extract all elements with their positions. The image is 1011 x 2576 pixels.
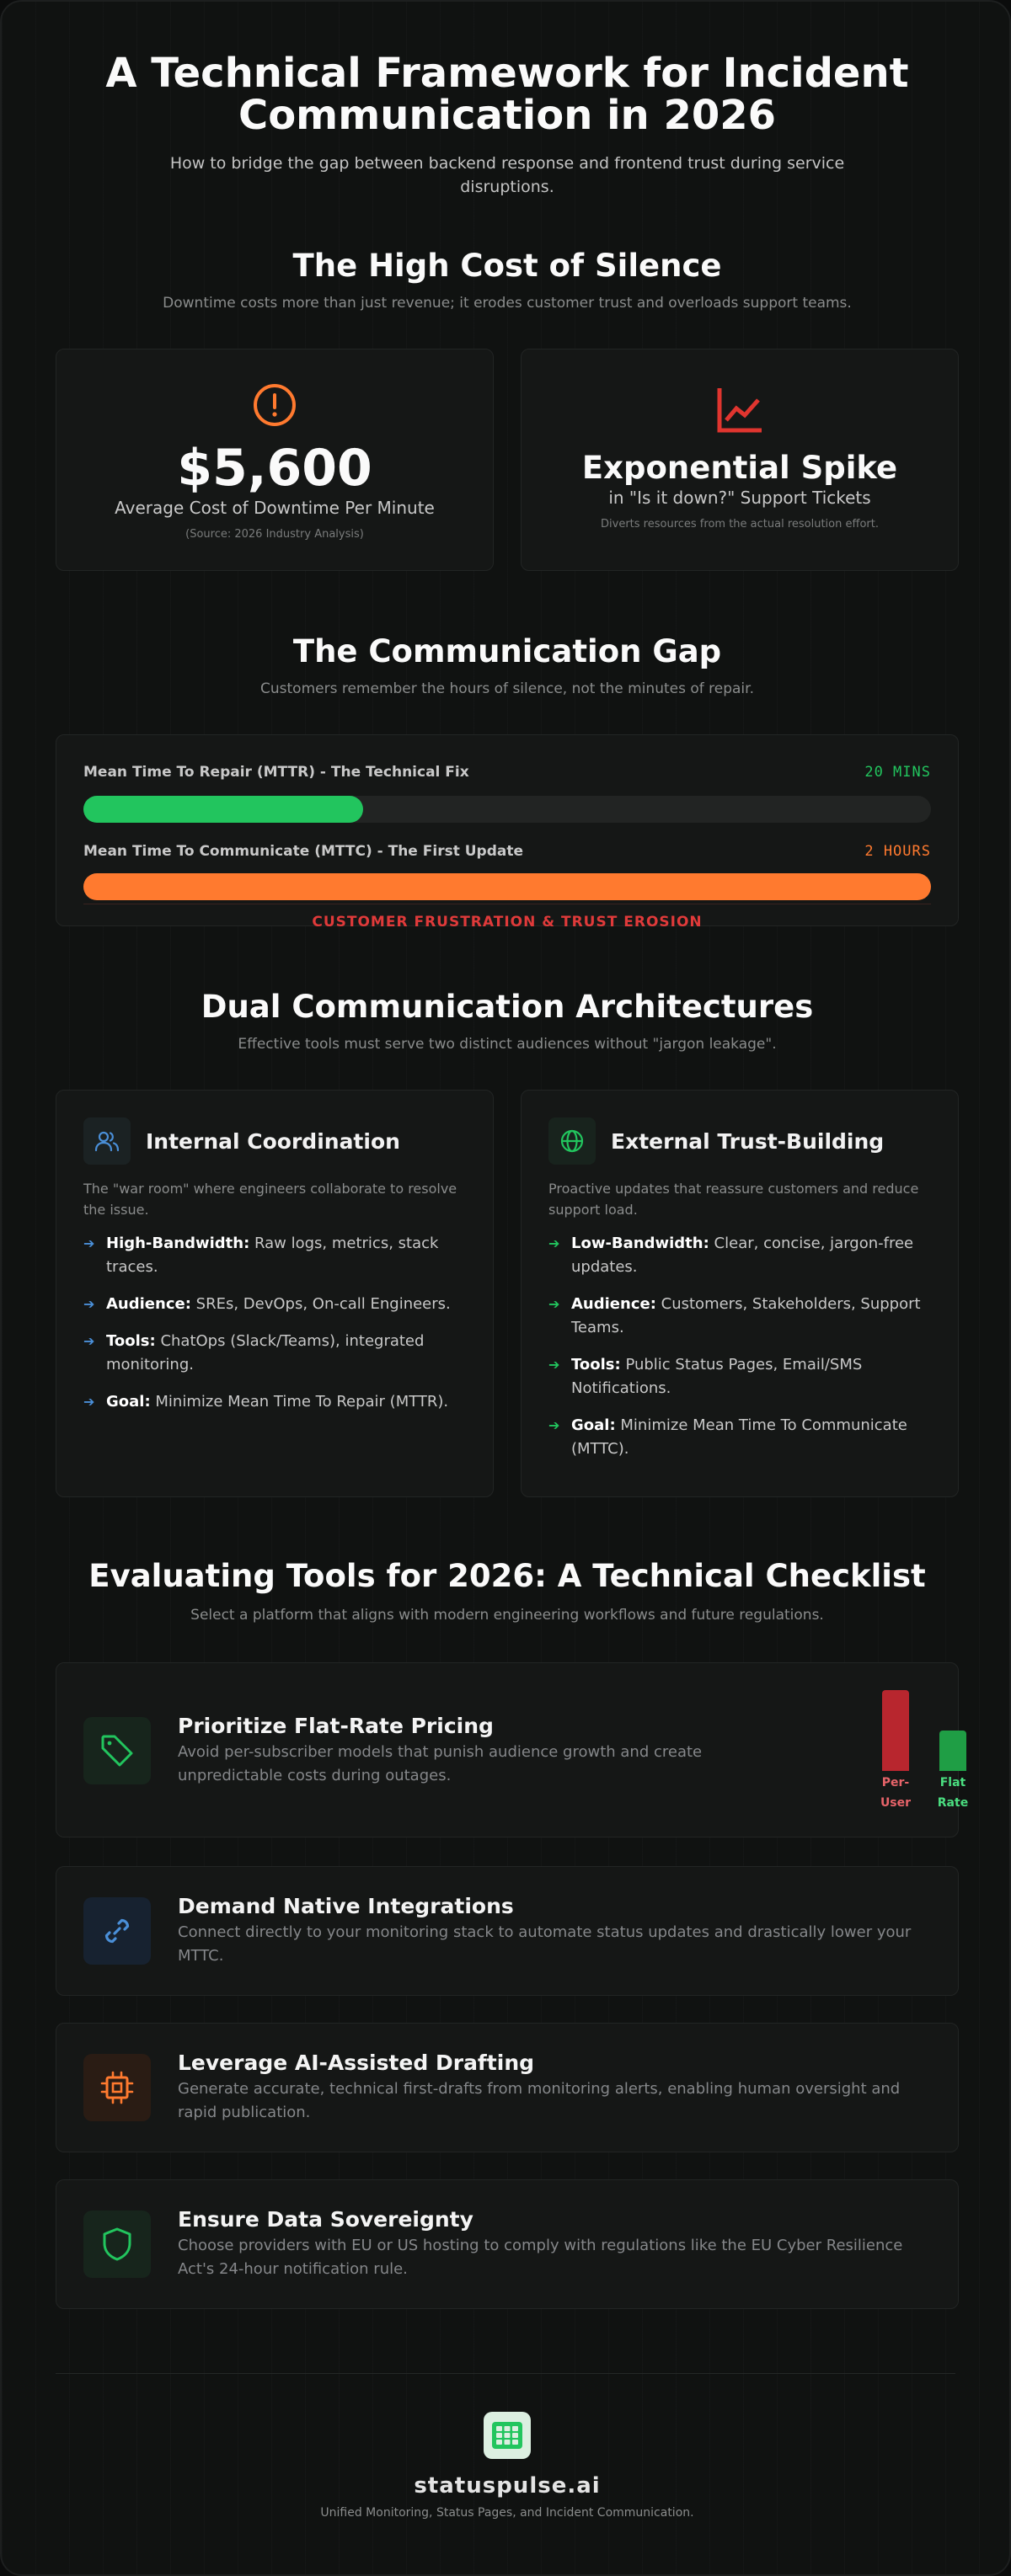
list-item: ➔ Tools: Public Status Pages, Email/SMS Notifications. — [548, 1353, 931, 1400]
mttr-label: Mean Time To Repair (MTTR) - The Technical Fix — [83, 764, 469, 781]
external-trust-title: External Trust-Building — [611, 1128, 885, 1154]
arch-section-title: Dual Communication Architectures — [201, 989, 814, 1025]
cpu-chip-icon — [83, 2054, 151, 2121]
arrow-right-icon: ➔ — [83, 1235, 95, 1251]
support-spike-label: in "Is it down?" Support Tickets — [608, 488, 871, 508]
checklist-item-desc: Avoid per-subscriber models that punish audience growth and create unpredictable costs during outages. — [178, 1743, 703, 1784]
cost-section-title: The High Cost of Silence — [292, 248, 722, 284]
list-item: ➔ Audience: Customers, Stakeholders, Support Teams. — [548, 1293, 931, 1340]
link-icon — [83, 1897, 151, 1965]
mttc-bar-track — [83, 873, 931, 900]
list-item: ➔ Tools: ChatOps (Slack/Teams), integrated monitoring. — [83, 1330, 466, 1377]
mttc-bar-fill — [83, 873, 931, 900]
internal-coordination-desc: The "war room" where engineers collaborate to resolve the issue. — [83, 1181, 457, 1218]
checklist-item-title: Ensure Data Sovereignty — [178, 2207, 473, 2232]
checklist-item-ai-drafting — [56, 2023, 959, 2152]
brand-tagline: Unified Monitoring, Status Pages, and Incident Communication. — [320, 2506, 694, 2520]
list-item: ➔ Low-Bandwidth: Clear, concise, jargon-free updates. — [548, 1232, 931, 1279]
frustration-label: CUSTOMER FRUSTRATION & TRUST EROSION — [312, 914, 703, 931]
checklist-item-title: Demand Native Integrations — [178, 1894, 514, 1918]
per-user-bar — [882, 1690, 909, 1771]
alert-circle-icon — [56, 381, 493, 429]
flat-rate-bar — [939, 1731, 966, 1771]
gap-section-subtitle: Customers remember the hours of silence, not the minutes of repair. — [260, 680, 754, 697]
globe-icon — [548, 1117, 596, 1165]
downtime-cost-source: (Source: 2026 Industry Analysis) — [185, 528, 364, 541]
gap-section-title: The Communication Gap — [292, 633, 722, 669]
checklist-item-desc: Choose providers with EU or US hosting to comply with regulations like the EU Cyber Resilience Act's 24-hour notification rule. — [178, 2237, 903, 2278]
external-trust-card — [521, 1090, 959, 1497]
list-item: ➔ Goal: Minimize Mean Time To Communicate (MTTC). — [548, 1414, 931, 1461]
mttr-bar-track — [83, 796, 931, 823]
shield-icon — [83, 2211, 151, 2278]
checklist-item-title: Leverage AI-Assisted Drafting — [178, 2051, 535, 2075]
downtime-cost-value: $5,600 — [177, 439, 372, 498]
mttc-value: 2 HOURS — [864, 843, 931, 860]
footer-divider — [56, 2373, 955, 2374]
users-icon — [83, 1117, 131, 1165]
mttc-label: Mean Time To Communicate (MTTC) - The First Update — [83, 843, 524, 860]
arrow-right-icon: ➔ — [83, 1333, 95, 1349]
arrow-right-icon: ➔ — [548, 1357, 560, 1373]
list-item: ➔ High-Bandwidth: Raw logs, metrics, stack traces. — [83, 1232, 466, 1279]
arrow-right-icon: ➔ — [548, 1235, 560, 1251]
status-grid-logo-icon — [484, 2412, 531, 2459]
downtime-cost-label: Average Cost of Downtime Per Minute — [115, 498, 435, 518]
checklist-section-title: Evaluating Tools for 2026: A Technical Checklist — [88, 1558, 926, 1594]
arch-section-subtitle: Effective tools must serve two distinct audiences without "jargon leakage". — [238, 1036, 777, 1053]
list-item: ➔ Goal: Minimize Mean Time To Repair (MTTR). — [83, 1390, 466, 1414]
mttr-value: 20 MINS — [864, 764, 931, 781]
price-tag-icon — [83, 1717, 151, 1784]
support-spike-title: Exponential Spike — [581, 450, 898, 486]
arrow-right-icon: ➔ — [548, 1417, 560, 1433]
trending-up-icon — [522, 385, 958, 435]
page-subtitle: How to bridge the gap between backend response and frontend trust during service disruptions. — [169, 154, 845, 196]
internal-coordination-card — [56, 1090, 494, 1497]
external-trust-desc: Proactive updates that reassure customers and reduce support load. — [548, 1181, 919, 1218]
internal-coordination-list — [83, 1232, 466, 1427]
arrow-right-icon: ➔ — [83, 1394, 95, 1410]
flat-rate-label: Flat Rate — [937, 1776, 969, 1810]
checklist-item-flat-rate — [56, 1662, 969, 1837]
page-title: A Technical Framework for Incident Communication in 2026 — [105, 50, 909, 139]
support-spike-note: Diverts resources from the actual resolution effort. — [601, 518, 879, 531]
mttr-bar-fill — [83, 796, 363, 823]
checklist-item-title: Prioritize Flat-Rate Pricing — [178, 1714, 494, 1738]
brand-name[interactable]: statuspulse.ai — [414, 2473, 601, 2499]
checklist-item-data-sovereignty — [56, 2179, 959, 2309]
arrow-right-icon: ➔ — [83, 1296, 95, 1312]
checklist-item-desc: Generate accurate, technical first-drafts from monitoring alerts, enabling human oversight and rapid publication. — [178, 2080, 901, 2121]
external-trust-list — [548, 1232, 931, 1475]
cost-section-subtitle: Downtime costs more than just revenue; it erodes customer trust and overloads support teams. — [163, 295, 852, 312]
arrow-right-icon: ➔ — [548, 1296, 560, 1312]
communication-gap-card — [56, 734, 959, 931]
checklist-item-integrations — [56, 1866, 959, 1996]
internal-coordination-title: Internal Coordination — [146, 1128, 400, 1154]
checklist-item-desc: Connect directly to your monitoring stack to automate status updates and drastically lower your MTTC. — [178, 1923, 912, 1965]
list-item: ➔ Audience: SREs, DevOps, On-call Engineers. — [83, 1293, 466, 1316]
checklist-section-subtitle: Select a platform that aligns with modern engineering workflows and future regulations. — [190, 1607, 824, 1624]
support-spike-card — [521, 349, 959, 571]
per-user-label: Per- User — [880, 1776, 912, 1810]
pricing-mini-chart — [815, 1663, 969, 1838]
downtime-cost-card — [56, 349, 494, 571]
